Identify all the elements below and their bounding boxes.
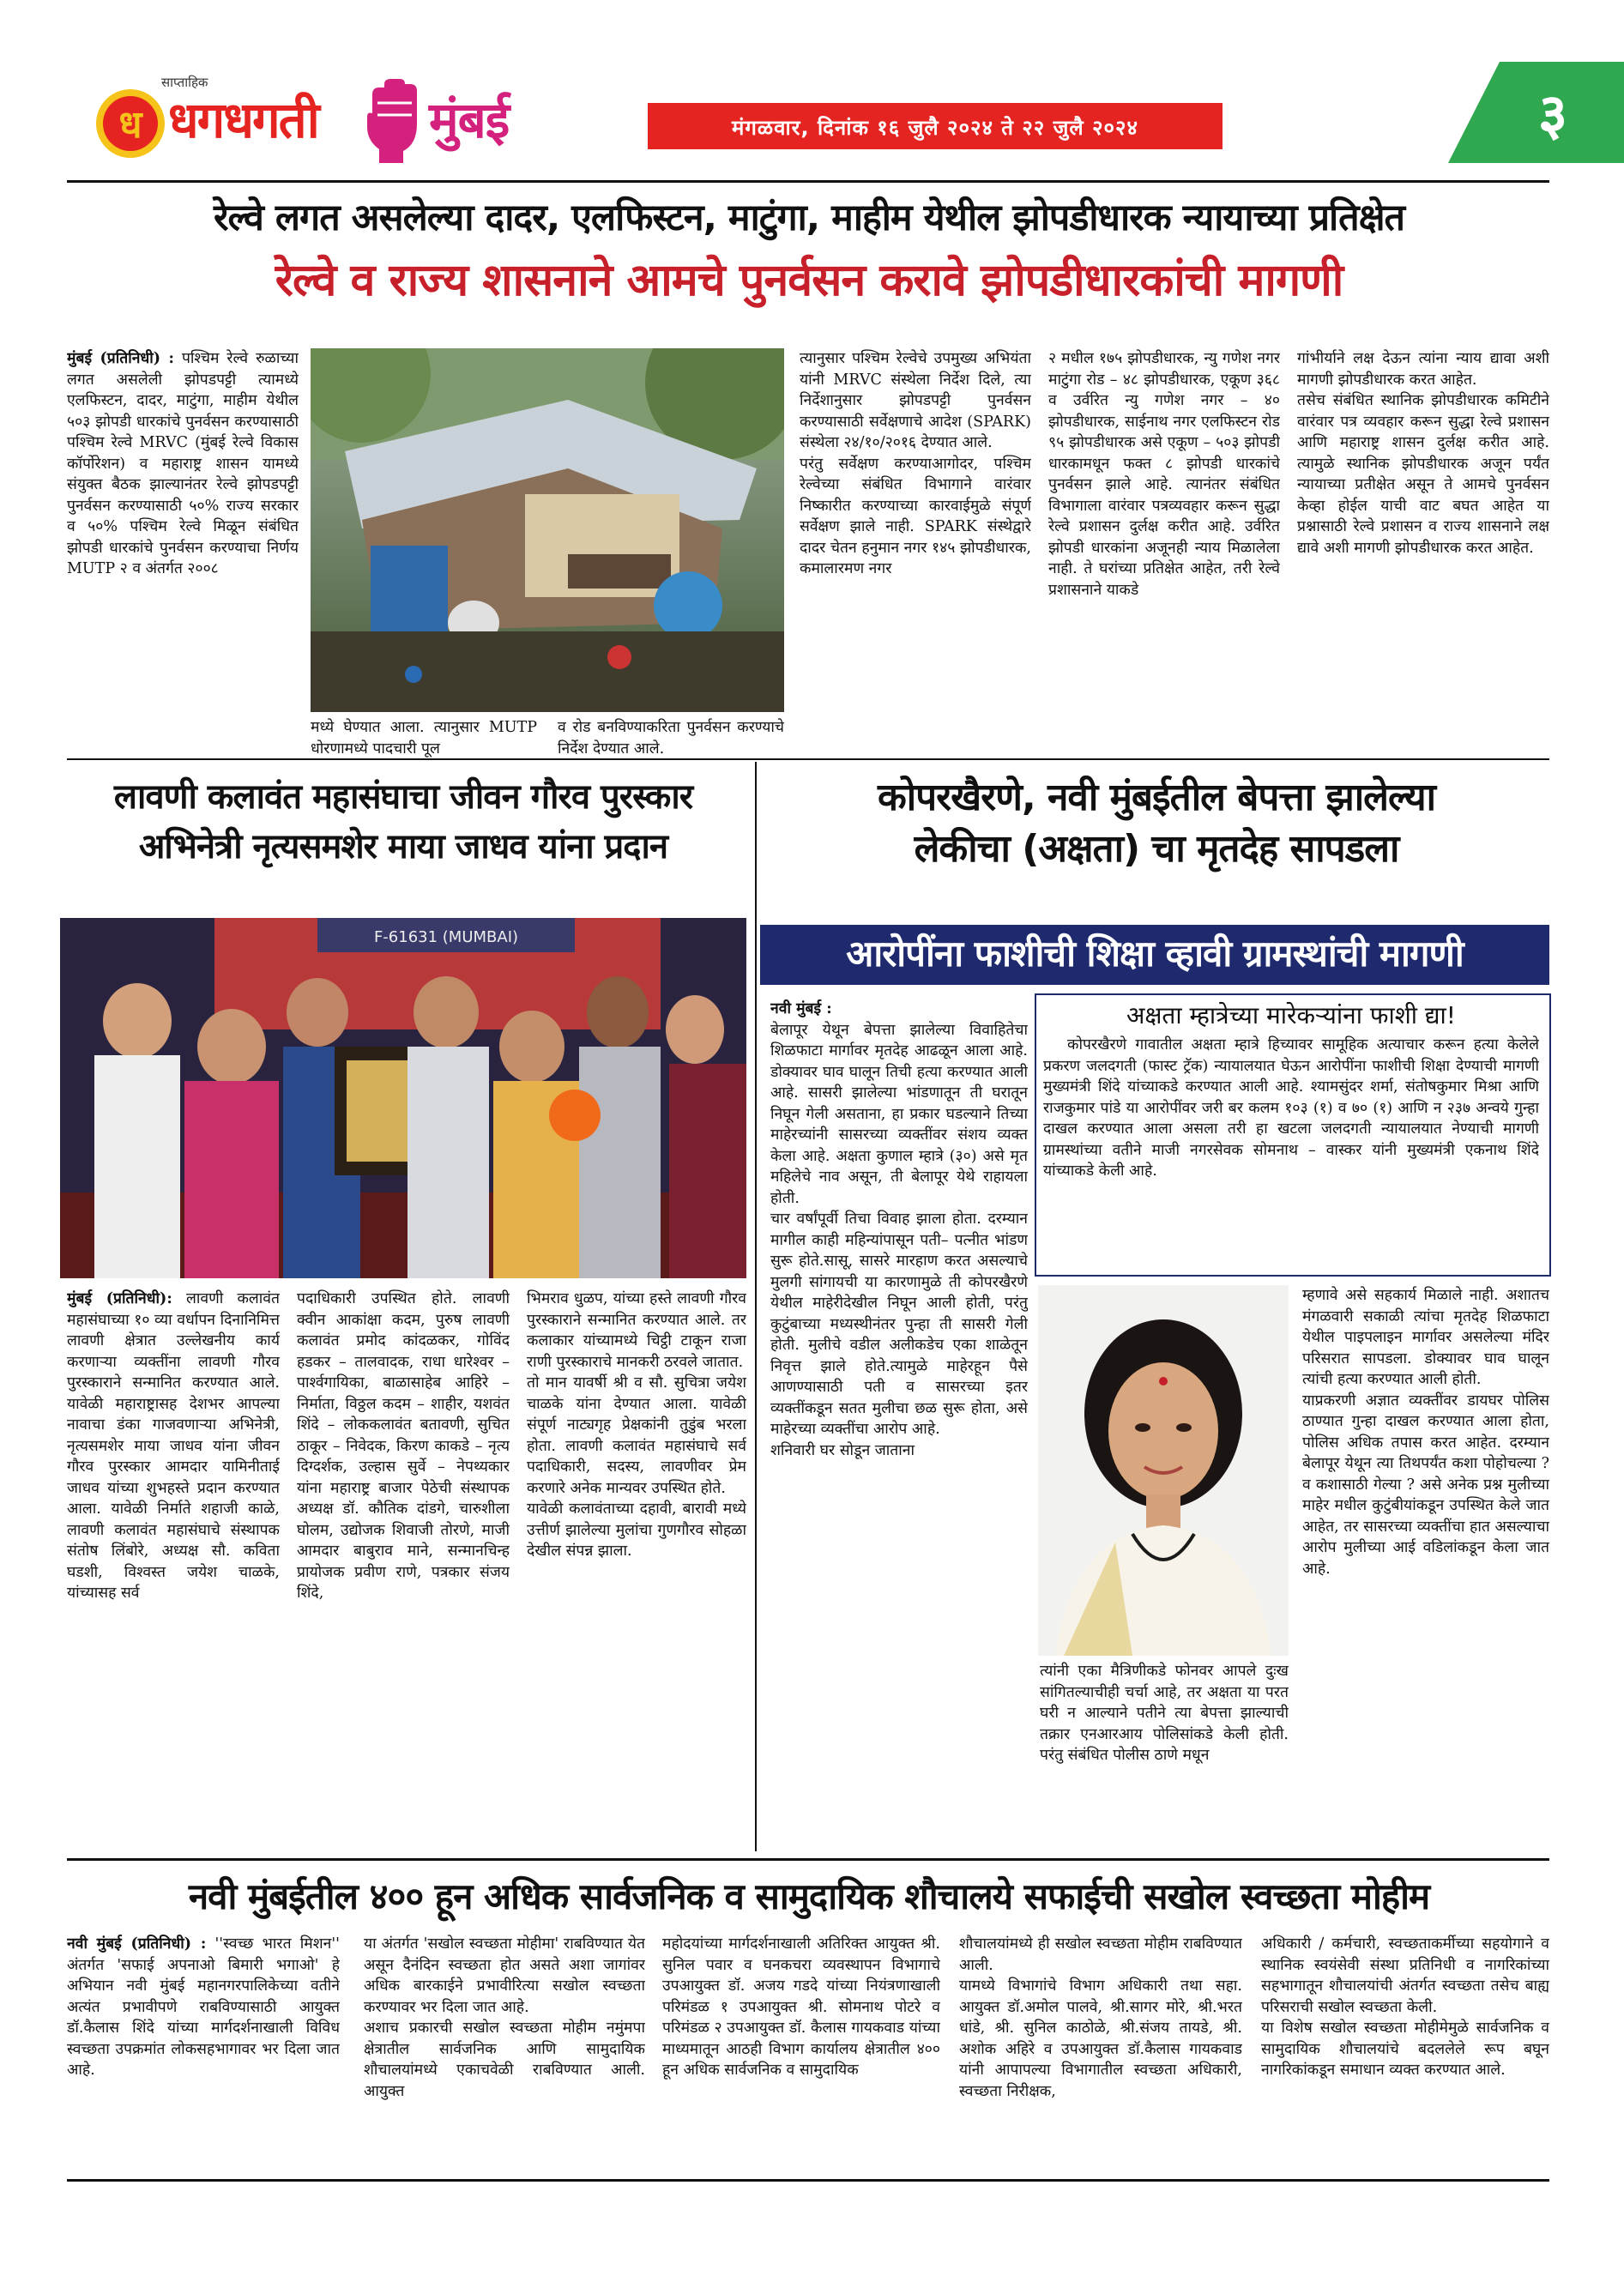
story4-col3-text: महोदयांच्या मार्गदर्शनाखाली अतिरिक्त आयुक्त श्री. सुनिल पवार व घनकचरा व्यवस्थापन विभागाचे उपआयुक्त डॉ. अजय गडदे यांच्या नियंत्रणाखाली परिमंडळ १ उपआयुक्त श्री. सोमनाथ पोटरे व परिमंडळ २ उपआयुक्त डॉ. कैलास गायकवाड यांच्या माध्यमातून आठही विभाग कार्यालय क्षेत्रातील ४०० हून अधिक सार्वजनिक व सामुदायिक xyxy=(662,1935,940,2079)
story3-headline-2: लेकीचा (अक्षता) चा मृतदेह सापडला xyxy=(914,827,1399,871)
story2-column-1 xyxy=(67,1289,280,1841)
story2-column-3 xyxy=(527,1289,746,1841)
story3-column-3 xyxy=(1302,1285,1549,1846)
story3-portrait-photo xyxy=(1038,1285,1289,1656)
banner-text: F-61631 (MUMBAI) xyxy=(373,928,519,946)
story4-column-4 xyxy=(959,1934,1242,2165)
story1-under-photo-a xyxy=(311,717,537,758)
story4-col2-text: या अंतर्गत 'सखोल स्वच्छता मोहीमा' राबविण्यात येत असून दैनंदिन स्वच्छता होत असते अशा जागांवर अधिक बारकाईने प्रभावीरित्या सखोल स्वच्छता करण्यावर भर दिला जात आहे. अशाच प्रकारची सखोल स्वच्छता मोहीम नमुंमपा क्षेत्रातील सार्वजनिक आणि सामुदायिक शौचालयांमध्ये एकाचवेळी राबविण्यात आली. आयुक्त xyxy=(364,1935,645,2100)
masthead-name-2: मुंबई xyxy=(429,91,510,149)
story2-dateline: मुंबई (प्रतिनिधी): xyxy=(67,1290,172,1307)
story1-dateline: मुंबई (प्रतिनिधी) : xyxy=(67,350,174,367)
story4-column-1 xyxy=(67,1934,340,2165)
masthead-tag: साप्ताहिक xyxy=(161,75,208,90)
story1-column-4 xyxy=(1048,348,1280,752)
story2-headline-1: लावणी कलावंत महासंघाचा जीवन गौरव पुरस्कार xyxy=(113,777,693,817)
story1-top-rule xyxy=(67,180,1549,183)
date-range-text: मंगळवार, दिनांक १६ जुलै २०२४ ते २२ जुलै २०२४ xyxy=(732,116,1138,140)
story1-col3-text: त्यानुसार पश्चिम रेल्वेचे उपमुख्य अभियंता यांनी MRVC संस्थेला निर्देश दिले, त्या निर्देशानुसार झोपडपट्टी पुनर्वसन करण्यासाठी सर्वेक्षणाचे आदेश (SPARK) संस्थेला २४/१०/२०१६ देण्यात आले. परंतु सर्वेक्षण करण्याआगोदर, पश्चिम रेल्वेच्या संबंधित विभागाने वारंवार निष्कारीत करण्याच्या कारवाईमुळे संपूर्ण सर्वेक्षण झाले नाही. SPARK संस्थेद्वारे दादर चेतन हनुमान नगर १४५ झोपडीधारक, कमालारमण नगर xyxy=(800,350,1031,577)
story4-top-rule xyxy=(67,1858,1549,1861)
story4-dateline: नवी मुंबई (प्रतिनिधी) : xyxy=(67,1935,207,1953)
story2-col3-text: भिमराव धुळप, यांच्या हस्ते लावणी गौरव पुरस्काराने सन्मानित करण्यात आले. तर कलाकार यांच्यामध्ये चिट्ठी टाकून राजा राणी पुरस्काराचे मानकरी ठरवले जातात. तो मान यावर्षी श्री व सौ. सुचित्रा जयेश चाळके यांना देण्यात आला. यावेळी संपूर्ण नाट्यगृह प्रेक्षकांनी तुडुंब भरला होता. लावणी कलावंत महासंघाचे सर्व पदाधिकारी, सदस्य, लावणीवर प्रेम करणारे अनेक मान्यवर उपस्थित होते. यावेळी कलावंताच्या दहावी, बारावी मध्ये उत्तीर्ण झालेल्या मुलांचा गुणगौरव सोहळा देखील संपन्न झाला. xyxy=(527,1290,746,1560)
story3-headline-1: कोपरखैरणे, नवी मुंबईतील बेपत्ता झालेल्या xyxy=(877,776,1436,819)
story1-col4-text: २ मधील १७५ झोपडीधारक, न्यु गणेश नगर माटुंगा रोड – ४८ झोपडीधारक, एकूण ३६८ व उर्वरित न्यु गणेश नगर – ४० झोपडीधारक, साईनाथ नगर एलफिस्टन रोड ९५ झोपडीधारक असे एकूण – ५०३ झोपडी धारकामधून फक्त ८ झोपडी धारकांचे पुनर्वसन झाले आहे. त्यानंतर संबंधित विभागाला वारंवार पत्रव्यवहार करून सुद्धा रेल्वे प्रशासन दुर्लक्ष करीत आहे. उर्वरित झोपडी धारकांना अजूनही न्याय मिळालेला नाही. ते घरांच्या प्रतिक्षेत आहेत, तरी रेल्वे प्रशासनाने याकडे xyxy=(1048,350,1280,599)
story2-award-photo xyxy=(60,918,746,1278)
story1-column-5 xyxy=(1297,348,1549,752)
story3-subheadline: आरोपींना फाशीची शिक्षा व्हावी ग्रामस्थांची मागणी xyxy=(846,933,1464,975)
story1-under-photo-b-text: व रोड बनविण्याकरिता पुनर्वसन करण्याचे निर्देश देण्यात आले. xyxy=(558,719,784,758)
story1-col1-text: पश्चिम रेल्वे रुळाच्या लगत असलेली झोपडपट्टी त्यामध्ये एलफिस्टन, दादर, माटुंगा, माहीम येथील ५०३ झोपडी धारकांचे पुनर्वसन करण्यासाठी पश्चिम रेल्वे MRVC (मुंबई रेल्वे विकास कॉर्पोरेशन) व महाराष्ट्र शासन यामध्ये संयुक्त बैठक झाल्यानंतर रेल्वे झोपडपट्टी पुनर्वसन करण्यासाठी ५०% राज्य सरकार व ५०% पश्चिम रेल्वे मिळून संबंधित झोपडी धारकांचे पुनर्वसन करण्याचा निर्णय MUTP २ व अंतर्गत २००८ xyxy=(67,350,299,577)
story1-headline: रेल्वे व राज्य शासनाने आमचे पुनर्वसन करावे झोपडीधारकांची मागणी xyxy=(275,255,1343,306)
story4-col5-text: अधिकारी / कर्मचारी, स्वच्छताकर्मीच्या सहयोगाने व स्थानिक स्वयंसेवी संस्था प्रतिनिधी व नागरिकांच्या सहभागातून शौचालयांची अंतर्गत स्वच्छता तसेच बाह्य परिसराची सखोल स्वच्छता केली. या विशेष सखोल स्वच्छता मोहीमेमुळे सार्वजनिक व सामुदायिक शौचालयांचे बदललेले रूप बघून नागरिकांकडून समाधान व्यक्त करण्यात आले. xyxy=(1261,1935,1549,2079)
page-bottom-rule xyxy=(67,2179,1549,2182)
story3-under-photo xyxy=(1040,1661,1289,1846)
story1-column-1 xyxy=(67,348,299,750)
story3-col1-text: बेलापूर येथून बेपत्ता झालेल्या विवाहितेचा शिळफाटा मार्गावर मृतदेह आढळून आला आहे. डोक्यावर घाव घालून तिची हत्या करण्यात आली आहे. सासरी झालेल्या भांडणातून ती घरातून निघून गेली असताना, हा प्रकार घडल्याने तिच्या माहेरच्यांनी सासरच्या व्यक्तींवर संशय व्यक्त केला आहे. अक्षता कुणाल म्हात्रे (३०) असे मृत महिलेचे नाव असून, ती बेलापूर येथे राहायला होती. चार वर्षांपूर्वी तिचा विवाह झाला होता. दरम्यान मागील काही महिन्यांपासून पती– पत्नीत भांडण सुरू होते.सासू, सासरे मारहाण करत असल्याचे मुलगी सांगायची या कारणामुळे ती कोपरखैरणे येथील माहेरीदेखील निघून आली होती, परंतु कुटुंबाच्या मध्यस्थीनंतर पुन्हा ती सासरी गेली होती. मुलीचे वडील अलीकडेच एका शाळेतून निवृत्त झाले होते.त्यामुळे माहेरहून पैसे आणण्यासाठी पती व सासरच्या इतर व्यक्तींकडून सतत मुलीचा छळ सुरू होता, असे माहेरच्या व्यक्तींचा आरोप आहे. शनिवारी घर सोडून जाताना xyxy=(770,1021,1028,1459)
story3-col3-text: म्हणावे असे सहकार्य मिळाले नाही. अशातच मंगळवारी सकाळी त्यांचा मृतदेह शिळफाटा येथील पाइपलाइन मार्गावर असलेल्या मंदिर परिसरात सापडला. डोक्यावर घाव घालून त्यांची हत्या करण्यात आली होती. याप्रकरणी अज्ञात व्यक्तींवर डायघर पोलिस ठाण्यात गुन्हा दाखल करण्यात आला होता, पोलिस अधिक तपास करत आहेत. दरम्यान बेलापूर येथून त्या तिथपर्यंत कशा पोहोचल्या ? व कशासाठी गेल्या ? असे अनेक प्रश्न मुलीच्या माहेर मधील कुटुंबीयांकडून उपस्थित केले जात आहेत, तर सासरच्या व्यक्तींचा हात असल्याचा आरोप मुलीच्या आई वडिलांकडून केला जात आहे. xyxy=(1302,1287,1549,1578)
story3-box-body-text: कोपरखैरणे गावातील अक्षता म्हात्रे हिच्यावर सामूहिक अत्याचार करून हत्या केलेले प्रकरण जलदगती (फास्ट ट्रॅक) न्यायालयात घेऊन आरोपींना फाशीची शिक्षा देण्याची मागणी मुख्यमंत्री शिंदे यांच्याकडे करण्यात आली आहे. श्यामसुंदर शर्मा, संतोषकुमार मिश्रा आणि राजकुमार पांडे या आरोपींवर जरी बर कलम १०३ (१) व ७० (१) आणि न २३७ अन्वये गुन्हा दाखल करण्यात आला असला तरी हा खटला जलदगती न्यायालयात नेण्याची मागणी ग्रामस्थांच्या वतीने माजी नगरसेवक सोमनाथ – वास्कर यांनी मुख्यमंत्री एकनाथ शिंदे यांच्याकडे केली आहे. xyxy=(1043,1036,1539,1180)
masthead xyxy=(0,0,1624,172)
story1-under-photo-b xyxy=(558,717,784,758)
vertical-divider xyxy=(755,762,757,1851)
story2-col1-text: लावणी कलावंत महासंघाच्या १० व्या वर्धापन दिनानिमित्त लावणी क्षेत्रात उल्लेखनीय कार्य करणाऱ्या व्यक्तींना लावणी गौरव पुरस्काराने सन्मानित करण्यात आले. यावेळी महाराष्ट्रासह देशभर आपल्या नावाचा डंका गाजवणाऱ्या अभिनेत्री, नृत्यसमशेर माया जाधव यांना जीवन गौरव पुरस्कार आमदार यामिनीताई जाधव यांच्या शुभहस्ते प्रदान करण्यात आला. यावेळी निर्माते शहाजी काळे, लावणी कलावंत महासंघाचे संस्थापक संतोष लिंबोरे, अध्यक्ष सौ. कविता घडशी, विश्वस्त जयेश चाळके, यांच्यासह सर्व xyxy=(67,1290,280,1602)
story2-column-2 xyxy=(297,1289,510,1841)
story4-column-5 xyxy=(1261,1934,1549,2165)
story4-col4-text: शौचालयांमध्ये ही सखोल स्वच्छता मोहीम राबविण्यात आली. यामध्ये विभागांचे विभाग अधिकारी तथा सहा. आयुक्त डॉ.अमोल पालवे, श्री.सागर मोरे, श्री.भरत धांडे, श्री. सुनिल काठोळे, श्री.संजय तायडे, श्री. अशोक अहिरे व उपआयुक्त डॉ.कैलास गायकवाड यांनी आपापल्या विभागातील स्वच्छता अधिकारी, स्वच्छता निरीक्षक, xyxy=(959,1935,1242,2100)
masthead-name-1: धगधगती xyxy=(168,91,318,149)
page-number: ३ xyxy=(1537,81,1568,148)
story4-col1-text: ''स्वच्छ भारत मिशन'' अंतर्गत 'सफाई अपनाओ बिमारी भगाओ' हे अभियान नवी मुंबई महानगरपालिकेच्या वतीने अत्यंत प्रभावीपणे राबविण्यासाठी आयुक्त डॉ.कैलास शिंदे यांच्या मार्गदर्शनाखाली विविध स्वच्छता उपक्रमांत लोकसहभागावर भर दिला जात आहे. xyxy=(67,1935,340,2079)
story2-col2-text: पदाधिकारी उपस्थित होते. लावणी क्वीन आकांक्षा कदम, पुरुष लावणी कलावंत प्रमोद कांदळकर, गोविंद हडकर – तालवादक, राधा धारेश्वर – पार्श्वगायिका, बाळासाहेब आहिरे – निर्माता, विठ्ठल कदम – शाहीर, यशवंत शिंदे – लोककलावंत बतावणी, सुचित ठाकूर – निवेदक, किरण काकडे – नृत्य दिग्दर्शक, उल्हास सुर्वे – नेपथ्यकार यांना महाराष्ट्र बाजार पेठेची संस्थापक अध्यक्ष डॉ. कौतिक दांडगे, चारुशीला घोलम, उद्योजक शिवाजी तोरणे, माजी आमदार बाबुराव माने, सन्मानचिन्ह प्रायोजक प्रवीण राणे, पत्रकार संजय शिंदे, xyxy=(297,1290,510,1602)
story3-box-body xyxy=(1043,1035,1539,1268)
story4-column-3 xyxy=(662,1934,940,2165)
story4-headline: नवी मुंबईतील ४०० हून अधिक सार्वजनिक व सामुदायिक शौचालये सफाईची सखोल स्वच्छता मोहीम xyxy=(188,1875,1430,1917)
story2-headline-2: अभिनेत्री नृत्यसमशेर माया जाधव यांना प्रदान xyxy=(138,827,668,866)
logo-mark xyxy=(93,86,168,161)
story1-slum-photo xyxy=(311,348,784,712)
logo-letter: ध xyxy=(118,103,142,147)
story4-column-2 xyxy=(364,1934,645,2165)
fist-icon xyxy=(360,79,427,163)
story1-kicker: रेल्वे लगत असलेल्या दादर, एलफिस्टन, माटुंगा, माहीम येथील झोपडीधारक न्यायाच्या प्रतिक्षेत xyxy=(213,196,1405,239)
story1-under-photo-a-text: मध्ये घेण्यात आला. त्यानुसार MUTP धोरणामध्ये पादचारी पूल xyxy=(311,719,537,758)
story1-col5-text: गांभीर्याने लक्ष देऊन त्यांना न्याय द्यावा अशी मागणी झोपडीधारक करत आहेत. तसेच संबंधित स्थानिक झोपडीधारक कमिटीने वारंवार पत्र व्यवहार करून सुद्धा रेल्वे प्रशासन आणि महाराष्ट्र शासन दुर्लक्ष करीत आहे. त्यामुळे स्थानिक झोपडीधारक अजून पर्यंत न्यायाच्या प्रतीक्षेत असून ते आमचे पुनर्वसन केव्हा होईल याची वाट बघत आहेत या प्रश्नासाठी रेल्वे प्रशासन व राज्य शासनाने लक्ष द्यावे अशी मागणी झोपडीधारक करत आहेत. xyxy=(1297,350,1549,557)
story3-box-title: अक्षता म्हात्रेच्या मारेकऱ्यांना फाशी द्या! xyxy=(1126,1001,1457,1029)
story1-column-3 xyxy=(800,348,1031,752)
story3-under-photo-text: त्यांनी एका मैत्रिणीकडे फोनवर आपले दुःख सांगितल्याचीही चर्चा आहे, तर अक्षता या परत घरी न आल्याने पतीने त्या बेपत्ता झाल्याची तक्रार एनआरआय पोलिसांकडे केली होती. परंतु संबंधित पोलीस ठाणे मधून xyxy=(1040,1663,1289,1764)
story3-dateline: नवी मुंबई : xyxy=(770,1000,832,1017)
story3-column-1 xyxy=(770,999,1028,1846)
story1-bottom-rule xyxy=(67,758,1549,760)
